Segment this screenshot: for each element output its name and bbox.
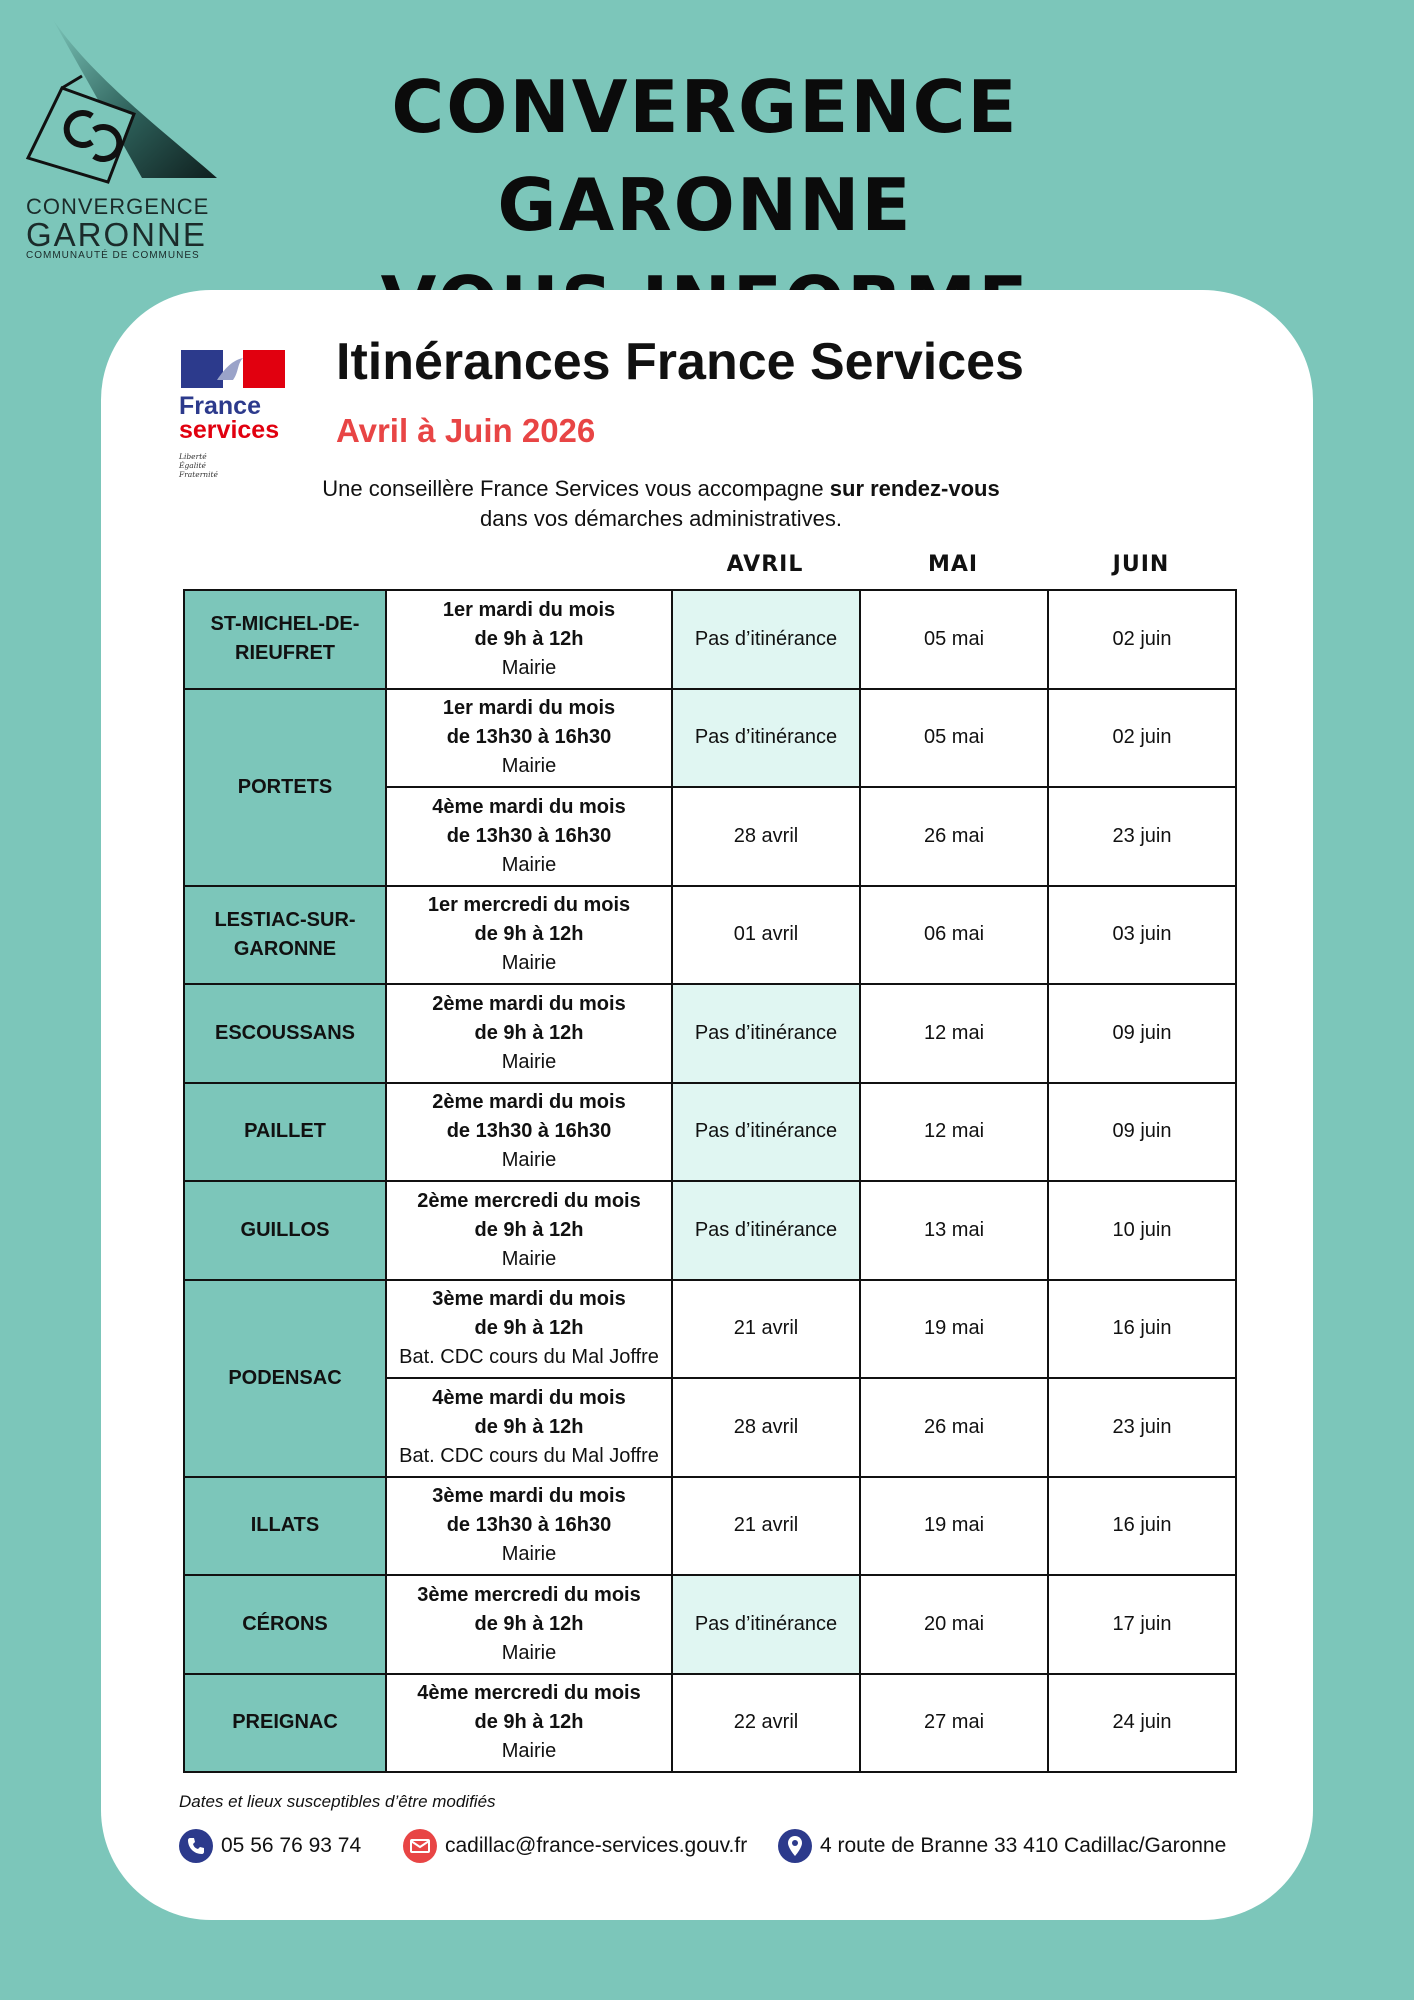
commune-cell: PODENSAC: [184, 1280, 386, 1477]
slot-day: 4ème mardi du mois: [432, 795, 626, 818]
schedule-slot-cell: [386, 590, 672, 689]
contact-phone: [179, 1829, 361, 1863]
intro-bold: sur rendez-vous: [829, 476, 1000, 501]
commune-cell: PREIGNAC: [184, 1674, 386, 1773]
date-cell: 26 mai: [860, 1378, 1048, 1477]
date-cell: 03 juin: [1048, 886, 1236, 985]
table-row: [184, 689, 1236, 788]
slot-place: Mairie: [501, 1247, 557, 1270]
logo-text-line1: CONVERGENCE: [26, 194, 210, 219]
commune-cell: CÉRONS: [184, 1575, 386, 1674]
motto-line: Égalité: [179, 461, 206, 470]
table-row: [184, 1575, 1236, 1674]
phone-icon: [179, 1829, 213, 1863]
envelope-icon: [403, 1829, 437, 1863]
date-cell: 12 mai: [860, 984, 1048, 1083]
intro-part2: dans vos démarches administratives.: [480, 506, 842, 531]
date-cell: 16 juin: [1048, 1477, 1236, 1576]
schedule-slot-cell: [386, 1280, 672, 1379]
date-cell: 22 avril: [672, 1674, 860, 1773]
date-cell: 06 mai: [860, 886, 1048, 985]
table-row: [184, 1280, 1236, 1379]
slot-place: Mairie: [501, 755, 557, 778]
month-headers: [671, 552, 1233, 582]
month-header-mai: MAI: [927, 552, 979, 577]
date-cell: Pas d’itinérance: [672, 689, 860, 788]
slot-hours: de 13h30 à 16h30: [446, 726, 612, 749]
slot-place: Mairie: [501, 1149, 557, 1172]
slot-day: 1er mercredi du mois: [427, 894, 631, 917]
disclaimer-note: Dates et lieux susceptibles d’être modifiés: [179, 1792, 496, 1811]
intro-part1: Une conseillère France Services vous accompagne: [322, 476, 830, 501]
slot-day: 2ème mardi du mois: [432, 1091, 626, 1114]
date-cell: 01 avril: [672, 886, 860, 985]
schedule-slot-cell: [386, 1181, 672, 1280]
slot-place: Mairie: [501, 1050, 557, 1073]
convergence-garonne-logo: [22, 18, 222, 268]
date-cell: Pas d’itinérance: [672, 1181, 860, 1280]
date-cell: 02 juin: [1048, 689, 1236, 788]
slot-hours: de 9h à 12h: [474, 1415, 584, 1438]
slot-place: Bat. CDC cours du Mal Joffre: [399, 1444, 659, 1467]
schedule-slot-cell: [386, 787, 672, 886]
slot-hours: de 13h30 à 16h30: [446, 1120, 612, 1143]
france-services-logo: [179, 350, 299, 490]
slot-day: 3ème mardi du mois: [432, 1288, 626, 1311]
date-cell: Pas d’itinérance: [672, 590, 860, 689]
motto-line: Fraternité: [179, 470, 218, 479]
slot-hours: de 9h à 12h: [474, 627, 584, 650]
slot-day: 4ème mardi du mois: [432, 1386, 626, 1409]
table-row: [184, 984, 1236, 1083]
date-cell: 16 juin: [1048, 1280, 1236, 1379]
date-cell: 26 mai: [860, 787, 1048, 886]
date-cell: 20 mai: [860, 1575, 1048, 1674]
table-row: [184, 590, 1236, 689]
slot-hours: de 13h30 à 16h30: [446, 824, 612, 847]
slot-day: 2ème mercredi du mois: [417, 1189, 641, 1212]
commune-cell: ST-MICHEL-DE-RIEUFRET: [184, 590, 386, 689]
slot-day: 4ème mercredi du mois: [417, 1682, 641, 1705]
phone-number[interactable]: 05 56 76 93 74: [221, 1834, 362, 1857]
card-title: Itinérances France Services: [336, 333, 1024, 391]
date-cell: 05 mai: [860, 590, 1048, 689]
slot-day: 3ème mardi du mois: [432, 1485, 626, 1508]
logo-text-line2: GARONNE: [26, 216, 207, 253]
schedule-slot-cell: [386, 984, 672, 1083]
schedule-slot-cell: [386, 1575, 672, 1674]
date-cell: 23 juin: [1048, 1378, 1236, 1477]
commune-cell: PORTETS: [184, 689, 386, 886]
date-cell: 02 juin: [1048, 590, 1236, 689]
slot-place: Mairie: [501, 952, 557, 975]
slot-hours: de 9h à 12h: [474, 923, 584, 946]
slot-day: 2ème mardi du mois: [432, 992, 626, 1015]
schedule-body: [184, 590, 1236, 1772]
date-cell: 17 juin: [1048, 1575, 1236, 1674]
motto-line: Liberté: [179, 452, 207, 461]
contact-address: [778, 1829, 1226, 1863]
slot-place: Mairie: [501, 853, 557, 876]
date-cell: 12 mai: [860, 1083, 1048, 1182]
email-address[interactable]: cadillac@france-services.gouv.fr: [445, 1834, 748, 1857]
commune-cell: PAILLET: [184, 1083, 386, 1182]
france-services-word1: France: [179, 392, 261, 420]
card-subtitle: Avril à Juin 2026: [336, 412, 596, 449]
republic-motto: [179, 452, 218, 479]
date-cell: 28 avril: [672, 787, 860, 886]
slot-day: 1er mardi du mois: [442, 598, 616, 621]
intro-text: [261, 474, 1061, 534]
page-title-line1: CONVERGENCE GARONNE: [391, 65, 1019, 247]
date-cell: 09 juin: [1048, 1083, 1236, 1182]
slot-hours: de 9h à 12h: [474, 1612, 584, 1635]
logo-emblem-icon: [22, 18, 222, 188]
date-cell: 19 mai: [860, 1477, 1048, 1576]
date-cell: 21 avril: [672, 1477, 860, 1576]
slot-place: Bat. CDC cours du Mal Joffre: [399, 1346, 659, 1369]
date-cell: 23 juin: [1048, 787, 1236, 886]
date-cell: 28 avril: [672, 1378, 860, 1477]
date-cell: 27 mai: [860, 1674, 1048, 1773]
schedule-slot-cell: [386, 1477, 672, 1576]
date-cell: 05 mai: [860, 689, 1048, 788]
commune-cell: LESTIAC-SUR-GARONNE: [184, 886, 386, 985]
slot-day: 1er mardi du mois: [442, 697, 616, 720]
slot-hours: de 13h30 à 16h30: [446, 1514, 612, 1537]
schedule-slot-cell: [386, 1083, 672, 1182]
commune-cell: GUILLOS: [184, 1181, 386, 1280]
postal-address: 4 route de Branne 33 410 Cadillac/Garonne: [820, 1834, 1227, 1857]
date-cell: 10 juin: [1048, 1181, 1236, 1280]
slot-place: Mairie: [501, 1543, 557, 1566]
month-header-juin: JUIN: [1112, 552, 1170, 577]
table-row: [184, 1477, 1236, 1576]
date-cell: Pas d’itinérance: [672, 1083, 860, 1182]
date-cell: 19 mai: [860, 1280, 1048, 1379]
location-pin-icon: [778, 1829, 812, 1863]
france-services-word2: services: [179, 416, 280, 444]
logo-text-line3: COMMUNAUTÉ DE COMMUNES: [26, 250, 200, 261]
date-cell: 13 mai: [860, 1181, 1048, 1280]
table-row: [184, 1674, 1236, 1773]
date-cell: 09 juin: [1048, 984, 1236, 1083]
table-row: [184, 1181, 1236, 1280]
date-cell: 21 avril: [672, 1280, 860, 1379]
table-row: [184, 886, 1236, 985]
info-card: [101, 290, 1313, 1920]
month-header-avril: AVRIL: [726, 552, 804, 577]
contact-email: [403, 1829, 747, 1863]
slot-place: Mairie: [501, 1641, 557, 1664]
slot-hours: de 9h à 12h: [474, 1317, 584, 1340]
marianne-flag-icon: [181, 350, 285, 388]
commune-cell: ESCOUSSANS: [184, 984, 386, 1083]
slot-hours: de 9h à 12h: [474, 1711, 584, 1734]
schedule-slot-cell: [386, 689, 672, 788]
slot-place: Mairie: [501, 1740, 557, 1763]
date-cell: Pas d’itinérance: [672, 1575, 860, 1674]
schedule-slot-cell: [386, 886, 672, 985]
slot-day: 3ème mercredi du mois: [417, 1583, 641, 1606]
slot-hours: de 9h à 12h: [474, 1021, 584, 1044]
commune-cell: ILLATS: [184, 1477, 386, 1576]
schedule-slot-cell: [386, 1674, 672, 1773]
schedule-slot-cell: [386, 1378, 672, 1477]
schedule-table: [183, 589, 1237, 1773]
slot-place: Mairie: [501, 656, 557, 679]
table-row: [184, 1083, 1236, 1182]
slot-hours: de 9h à 12h: [474, 1218, 584, 1241]
date-cell: Pas d’itinérance: [672, 984, 860, 1083]
date-cell: 24 juin: [1048, 1674, 1236, 1773]
